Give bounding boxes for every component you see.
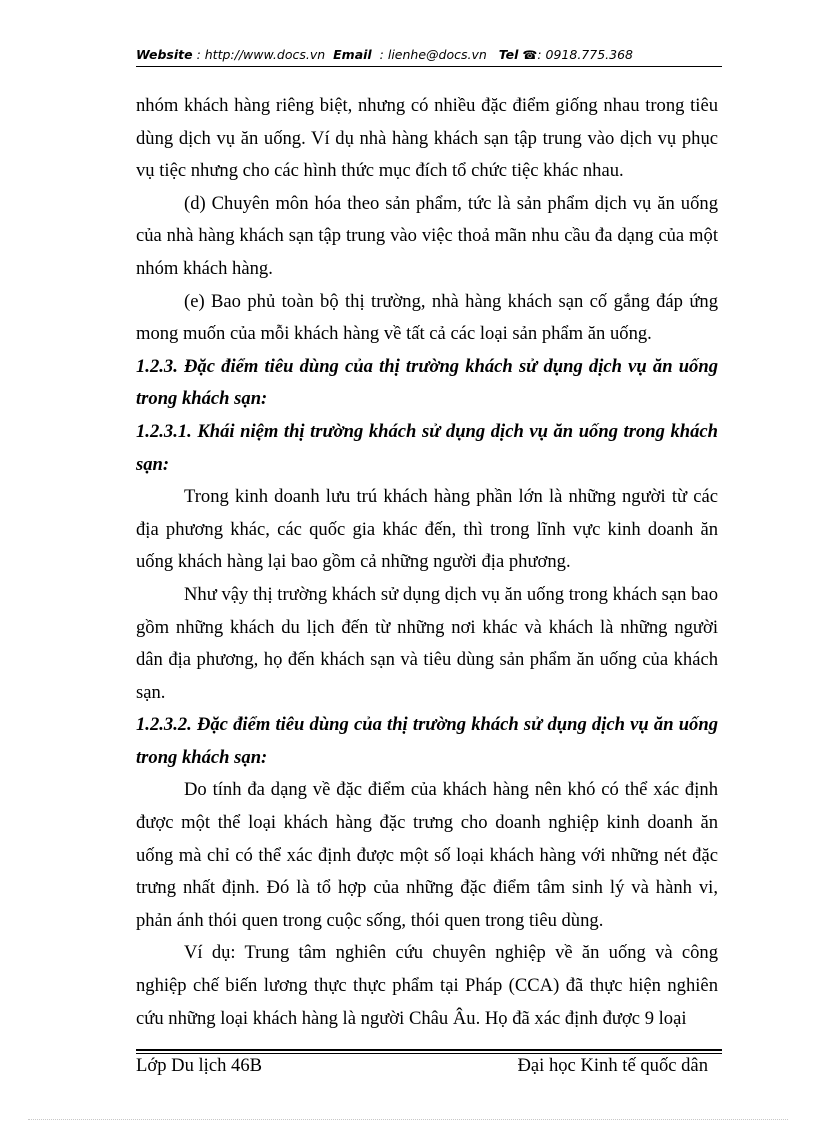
footer-divider-thin [136, 1053, 722, 1054]
email-value: : lienhe@docs.vn [379, 47, 487, 62]
paragraph-7: Ví dụ: Trung tâm nghiên cứu chuyên nghiệp về ăn uống và công nghiệp chế biến lương thực thực phẩm tại Pháp (CCA) đã thực hiện nghiên cứu những loại khách hàng là người Châu Âu. Họ đã xác định được 9 loại [136, 942, 718, 1029]
section-heading-1-2-3-2: 1.2.3.2. Đặc điểm tiêu dùng của thị trường khách sử dụng dịch vụ ăn uống trong khách sạn: [136, 714, 718, 768]
paragraph-3: (e) Bao phủ toàn bộ thị trường, nhà hàng khách sạn cố gắng đáp ứng mong muốn của mỗi khách hàng về tất cả các loại sản phẩm ăn uống. [136, 290, 718, 345]
section-heading-1-2-3-1: 1.2.3.1. Khái niệm thị trường khách sử dụng dịch vụ ăn uống trong khách sạn: [136, 420, 718, 475]
header-divider [136, 66, 722, 67]
paragraph-2: (d) Chuyên môn hóa theo sản phẩm, tức là sản phẩm dịch vụ ăn uống của nhà hàng khách sạn tập trung vào việc thoả mãn nhu cầu đa dạng của một nhóm khách hàng. [136, 192, 718, 279]
page-header [136, 47, 722, 62]
paragraph-5: Như vậy thị trường khách sử dụng dịch vụ ăn uống trong khách sạn bao gồm những khách du lịch đến từ những nơi khác và khách là những người dân địa phương, họ đến khách sạn và tiêu dùng sản phẩm ăn uống của khách sạn. [136, 583, 718, 703]
website-label: Website [136, 47, 193, 62]
website-url: : http://www.docs.vn [196, 47, 326, 62]
telephone-icon: ☎ [522, 48, 538, 62]
paragraph-6: Do tính đa dạng về đặc điểm của khách hàng nên khó có thể xác định được một thể loại khách hàng đặc trưng cho doanh nghiệp kinh doanh ăn uống mà chỉ có thể xác định được một số loại khách hàng với những nét đặc trưng nhất định. Đó là tổ hợp của những đặc điểm tâm sinh lý và hành vi, phản ánh thói quen trong cuộc sống, thói quen trong tiêu dùng. [136, 779, 718, 931]
paragraph-1: nhóm khách hàng riêng biệt, nhưng có nhiều đặc điểm giống nhau trong tiêu dùng dịch vụ ăn uống. Ví dụ nhà hàng khách sạn tập trung vào dịch vụ phục vụ tiệc nhưng cho các hình thức mục đích tổ chức tiệc khác nhau. [136, 95, 718, 182]
footer-university-name: Đại học Kinh tế quốc dân [517, 1055, 708, 1076]
email-label: Email [333, 47, 372, 62]
paragraph-4: Trong kinh doanh lưu trú khách hàng phần lớn là những người từ các địa phương khác, các quốc gia khác đến, thì trong lĩnh vực kinh doanh ăn uống khách hàng lại bao gồm cả những người địa phương. [136, 486, 718, 573]
tel-value: : 0918.775.368 [537, 47, 633, 62]
document-body [136, 90, 718, 1035]
section-heading-1-2-3: 1.2.3. Đặc điểm tiêu dùng của thị trường khách sử dụng dịch vụ ăn uống trong khách sạn: [136, 355, 718, 410]
tel-label: Tel [498, 47, 519, 62]
footer-divider-thick [136, 1049, 722, 1051]
footer-class-name: Lớp Du lịch 46B [136, 1055, 263, 1076]
page-bottom-edge [28, 1119, 788, 1120]
